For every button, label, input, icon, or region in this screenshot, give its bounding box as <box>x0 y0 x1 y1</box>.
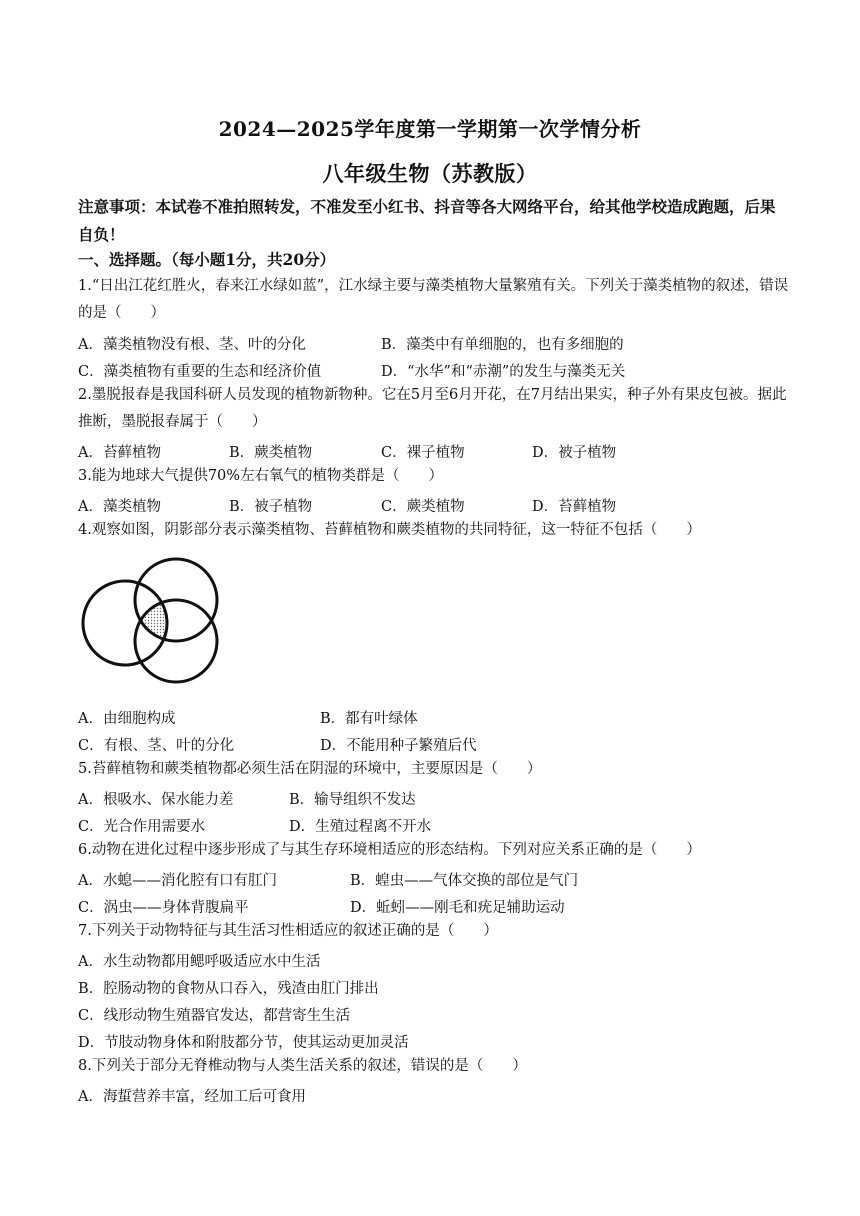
question-3-option-a: A．藻类植物 <box>78 499 161 515</box>
question-2-stem: 2.墨脱报春是我国科研人员发现的植物新物种。它在5月至6月开花，在7月结出果实，种子外有果皮包被。据此推断，墨脱报春属于（ ） <box>78 387 787 430</box>
question-3-stem: 3.能为地球大气提供70%左右氧气的植物类群是（ ） <box>78 468 444 484</box>
question-7-option-d: D．节肢动物身体和附肢都分节，使其运动更加灵活 <box>78 1035 409 1051</box>
question-7-option-b: B．腔肠动物的食物从口吞入，残渣由肛门排出 <box>78 981 379 997</box>
question-1-option-d: D．“水华”和“赤潮”的发生与藻类无关 <box>381 364 626 380</box>
question-5-option-b: B．输导组织不发达 <box>289 792 416 808</box>
question-6-stem: 6.动物在进化过程中逐步形成了与其生存环境相适应的形态结构。下列对应关系正确的是（ ） <box>78 842 701 858</box>
question-4-option-d: D．不能用种子繁殖后代 <box>320 738 477 754</box>
question-6-option-a: A．水螅——消化腔有口有肛门 <box>78 873 277 889</box>
question-3-option-d: D．苔藓植物 <box>532 499 617 515</box>
section-heading: 一、选择题。（每小题1分，共20分） <box>78 250 336 269</box>
question-4-option-c: C．有根、茎、叶的分化 <box>78 738 235 754</box>
question-2-option-a: A．苔藓植物 <box>78 445 161 461</box>
notice-text: 注意事项：本试卷不准拍照转发，不准发至小红书、抖音等各大网络平台，给其他学校造成跑题，后果自负！ <box>78 197 776 244</box>
question-8-option-a: A．海蜇营养丰富，经加工后可食用 <box>78 1089 306 1105</box>
question-7-option-c: C．线形动物生殖器官发达，都营寄生生活 <box>78 1008 351 1024</box>
question-2-option-c: C．裸子植物 <box>381 445 465 461</box>
question-2-option-d: D．被子植物 <box>532 445 617 461</box>
question-6-option-d: D．蚯蚓——刚毛和疣足辅助运动 <box>350 900 565 916</box>
question-7-stem: 7.下列关于动物特征与其生活习性相适应的叙述正确的是（ ） <box>78 923 498 939</box>
question-3-option-b: B．被子植物 <box>229 499 313 515</box>
question-1-stem: 1.“日出江花红胜火，春来江水绿如蓝”，江水绿主要与藻类植物大量繁殖有关。下列关于藻类植物的叙述，错误的是（ ） <box>78 278 789 321</box>
question-5-option-d: D．生殖过程离不开水 <box>289 819 432 835</box>
question-2-option-b: B．蕨类植物 <box>229 445 313 461</box>
question-6-option-c: C．涡虫——身体背腹扁平 <box>78 900 249 916</box>
question-6-option-b: B．蝗虫——气体交换的部位是气门 <box>350 873 579 889</box>
question-7-option-a: A．水生动物都用鳃呼吸适应水中生活 <box>78 954 321 970</box>
question-5-option-c: C．光合作用需要水 <box>78 819 206 835</box>
exam-title: 2024—2025学年度第一学期第一次学情分析 <box>218 117 642 141</box>
question-5-option-a: A．根吸水、保水能力差 <box>78 792 234 808</box>
exam-subtitle: 八年级生物（苏教版） <box>322 161 538 186</box>
question-1-option-a: A．藻类植物没有根、茎、叶的分化 <box>78 337 306 353</box>
question-3-option-c: C．蕨类植物 <box>381 499 465 515</box>
question-1-option-b: B．藻类中有单细胞的，也有多细胞的 <box>381 337 624 353</box>
question-1-option-c: C．藻类植物有重要的生态和经济价值 <box>78 364 322 380</box>
venn-diagram <box>78 553 228 685</box>
question-5-stem: 5.苔藓植物和蕨类植物都必须生活在阴湿的环境中，主要原因是（ ） <box>78 761 542 777</box>
question-4-stem: 4.观察如图，阴影部分表示藻类植物、苔藓植物和蕨类植物的共同特征，这一特征不包括（ ） <box>78 522 701 538</box>
question-4-option-b: B．都有叶绿体 <box>320 711 418 727</box>
question-8-stem: 8.下列关于部分无脊椎动物与人类生活关系的叙述，错误的是（ ） <box>78 1058 527 1074</box>
question-4-option-a: A．由细胞构成 <box>78 711 176 727</box>
